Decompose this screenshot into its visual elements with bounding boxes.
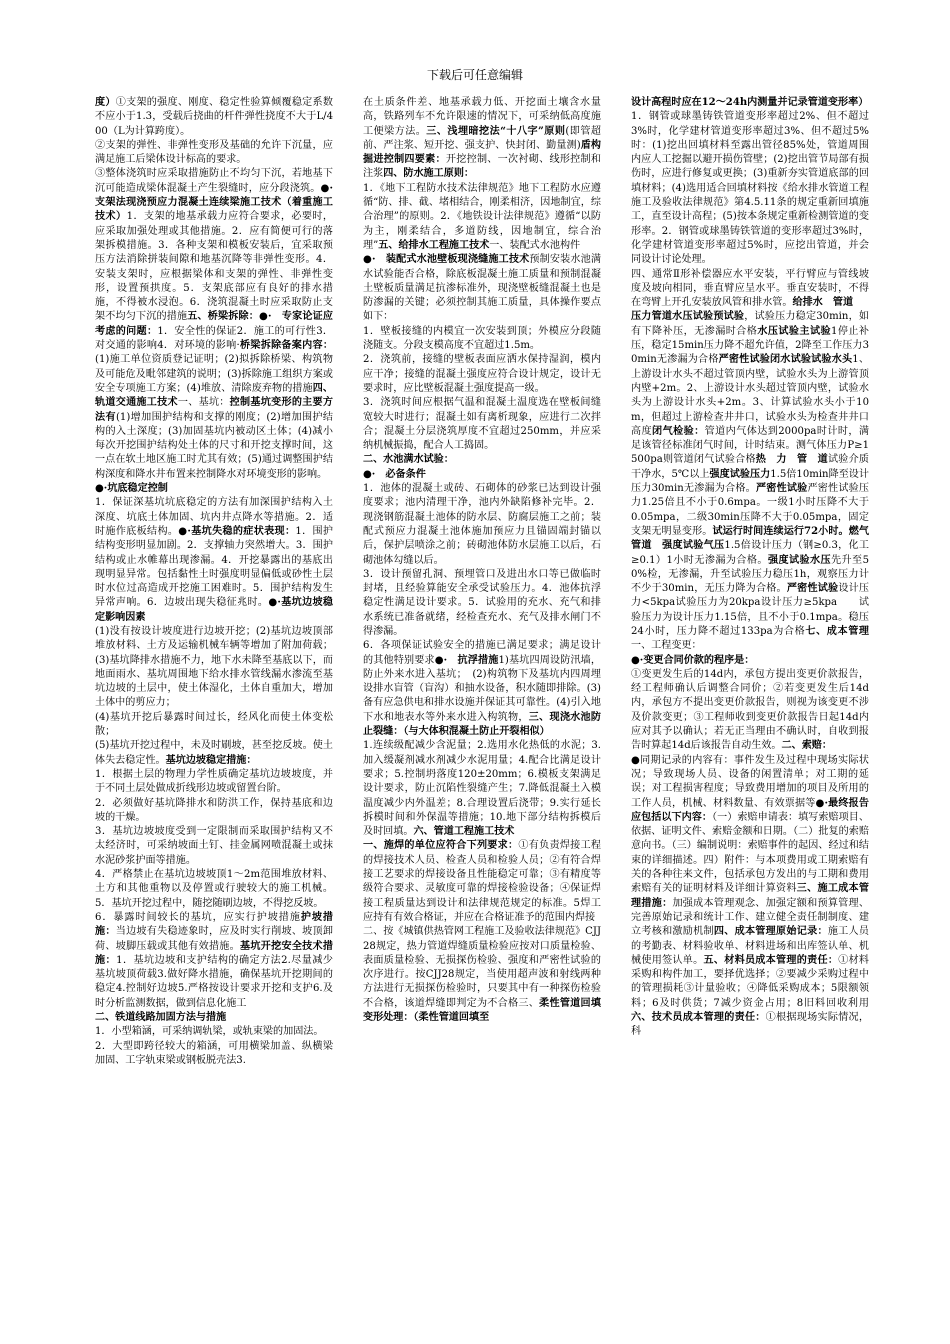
body-text: 1．基坑边坡和支护结构的确定方法2.尽量减少基坑坡顶荷载3.做好降水措施，确保基坑开挖期间的稳定4.控制好边坡5.严格按设计要求开挖和支护6.及时分析监测数据，做到信息化施工	[95, 954, 333, 1009]
body-text: ②支架的弹性、非弹性变形及基础的允许下沉量，应满足施工后梁体设计标高的要求。	[95, 139, 333, 166]
paragraph	[363, 96, 601, 182]
bold-heading-text: ●· 必备条件	[363, 468, 426, 480]
body-text: 在土质条件差、地基承载力低、开挖面土壤含水量高，铁路列车不允许限速的情况下，可采纳低高度施工便梁方法。	[363, 97, 601, 137]
body-text: (5)基坑开挖过程中，未及时刷坡，甚至挖反坡。使土体失去稳定性。	[95, 740, 333, 766]
bold-heading-text: 强度试验水压	[767, 554, 832, 566]
paragraph	[363, 839, 601, 925]
paragraph	[363, 468, 601, 482]
body-text: (1)施工单位资质登记证明；(2)拟拆除桥梁、构筑物及可能危及毗邻建筑的说明；(3)拆除施工组织方案或安全专项施工方案；(4)堆放、清除废弃物的措施	[95, 354, 333, 394]
body-text: 先升至50%检，无渗漏，升至试验压力稳压1h，观察压力计不少于30min，无压力降为合格。	[631, 554, 869, 595]
bold-heading-text: 三、施工成本管理措施：	[631, 883, 869, 909]
bold-heading-text: ●·变更合同价款的程序是：	[631, 654, 755, 666]
paragraph	[631, 110, 869, 267]
paragraph	[363, 253, 601, 324]
body-text: 3．浇筑时间应根据气温和混凝土温度选在壁板间缝宽较大时进行；混凝土如有离析现象，应进行二次拌合；混凝土分层浇筑厚度不宜超过250mm，并应采纳机械振捣，配合人工捣固。	[363, 397, 601, 452]
body-text: 3．设计预留孔洞、预埋管口及进出水口等已做临时封堵，且经验算能安全承受试验压力。4．池体抗浮稳定性满足设计要求。5．试验用的充水、充气和排水系统已准备就绪，经检查充水、充气及排水闸门不得渗漏。	[363, 568, 601, 637]
paragraph	[363, 182, 601, 253]
body-text: 加强成本管理观念、加强定额和预算管理、完善原始记录和统计工作、建立健全责任制制度、建立考核和激励机制	[631, 897, 869, 938]
body-text: 一、基坑：	[177, 397, 230, 409]
paragraph	[363, 639, 601, 739]
body-text: 1．安全性的保证2．施工的可行性3．对交通的影响4．对环境的影响·	[95, 325, 333, 352]
body-text: 1．钢管或球墨铸铁管道变形率超过2%、但不超过3%时，化学建材管道变形率超过3%、但不超过5%时：(1)挖出回填材料至露出管径85%处，管道周围内应人工挖掘以避开损伤管壁；(2)挖出管节局部有损伤时，应进行修复或更换；(3)重新夯实管道底部的回填材料；(4)选用适合回填材料按《给水排水管道工程施工及验收法律规范》第4.5.11条的规定重新回填施工，直至设计高程；(5)按本条规定重新检测管道的变形率。2．钢管或球墨铸铁管道的变形率超过3%时，化学建材管道变形率超过5%时，应挖出管道，并会同设计讨论处理。	[631, 111, 869, 266]
paragraph	[95, 868, 333, 911]
body-text: 二、按《城镇供热管网工程施工及验收法律规范》CJJ28规定，热力管道焊缝质量检验应按对口质量检验、表面质量检验、无损探伤检验、强度和严密性试验的次序进行。按CJJ28规定，当使用超声波和射线两种方法进行无损探伤检验时，只要其中有一种探伤检验不合格，该道焊缝即判定为不合格三、	[363, 926, 601, 1009]
paragraph	[95, 739, 333, 768]
bold-heading-text: ●· 抗浮措施	[434, 654, 499, 666]
body-text: 1．保证深基坑坑底稳定的方法有加深围护结构入土深度、坑底土体加固、坑内井点降水等措施。2．适时施作底板结构。	[95, 497, 333, 537]
body-text: 严密性试验压力1.25倍且不小于0.6mpa。一级1小时压降不大于0.05mpa，二级30min压降不大于0.05mpa，固定支架无明显变形。	[631, 483, 869, 537]
paragraph	[95, 496, 333, 625]
bold-heading-text: 热 力 管 道	[755, 454, 828, 466]
body-text: ●同期记录的内容有：事件发生及过程中现场实际状况；导致现场人员、设备的闲置清单；对工期的延误；对工程损害程度；导致费用增加的项目及所用的工作人员，机械、材料数量、有效票据等	[631, 754, 869, 809]
body-text: 1．围护结构变形明显加剧。2．支撑轴力突然增大。3．围护结构或止水帷幕出现渗漏。4．开挖暴露出的基底出现明显异常。包括黏性土时强度明显偏低或砂性土层时水位过高造成开挖施工困难时。5．围护结构发生异常声响。6．边坡出现失稳征兆时。	[95, 525, 333, 609]
body-text: (1)增加围护结构和支撑的刚度；(2)增加围护结构的入土深度；(3)加固基坑内被动区土体；(4)减小每次开挖围护结构处土体的尺寸和开挖支撑时间，这一点在软土地区施工时尤其有效；(5)通过调整围护结构深度和降水井布置来控制降水对环境变形的影响。	[95, 411, 333, 480]
body-text: 6．暴露时间较长的基坑，应实行护坡措施	[95, 911, 301, 923]
paragraph	[363, 568, 601, 639]
bold-heading-text: 一、施焊的单位应符合下列要求：	[363, 840, 519, 852]
bold-heading-text: 闭气检验：	[652, 425, 705, 437]
body-text: 1、上游设计水头不超过管顶内壁，试验水头为上游管顶内壁+2m。2、上游设计水头超过管顶内壁，试验水头为上游设计水头+2m。3、计算试验水头小于10m，但超过上游检查井井口，试验水头为检查井井口高度	[631, 354, 869, 437]
body-text: 管道内气体达到2000pa时计时，满足该管径标准闭气时间，计时结束。测气体压力P≥1500pa则管道闭气试验合格	[631, 425, 869, 466]
body-text: 当边坡有失稳迹象时，应及时实行削坡、坡顶卸荷、坡脚压载或其他有效措施。	[95, 926, 333, 952]
bold-heading-text: ●·支架法现浇预应力混凝土连续梁施工技术（着重施工技术）	[95, 182, 333, 223]
text-column-right	[631, 96, 869, 1336]
paragraph	[631, 310, 869, 653]
body-text: （一）索赔申请表：填写索赔项目、依据、证明文件、索赔金额和日期。（二）批复的索赔意向书。（三）编制说明：索赔事件的起因、经过和结束的详细描述。四）附件：与本项费用或工期索赔有关的各种往来文件，包括承包方发出的与工期和费用索赔有关的证明材料及详细计算资料	[631, 811, 869, 895]
bold-heading-text: ●·最终报告应包括以下内容：	[631, 797, 869, 823]
bold-heading-text: 压力管道水压试验预试验	[631, 311, 745, 323]
bold-heading-text: 试运行时间连续运行72小时。燃气管道 强度试验气压	[631, 525, 869, 552]
bold-heading-text: 五、桥梁拆除：●· 专家论证应考虑的问题：	[95, 311, 333, 337]
paragraph	[363, 353, 601, 396]
paragraph	[631, 96, 869, 110]
paragraph	[95, 768, 333, 797]
body-text: (即管超前、严注浆、短开挖、强支护、快封闭、勤量测)	[363, 125, 601, 151]
body-text: ③整体浇筑时应采取措施防止不均匀下沉，若地基下沉可能造成梁体混凝土产生裂缝时，应分段浇筑。	[95, 168, 333, 194]
bold-heading-text: 六、技术员成本管理的责任：	[631, 1012, 766, 1023]
body-text: 4．严格禁止在基坑边坡坡顶1～2m范围堆放材料、土方和其他重物以及停置或行驶较大的施工机械。5．基坑开挖过程中，随挖随刷边坡，不得挖反坡。	[95, 869, 333, 909]
paragraph	[95, 911, 333, 1011]
paragraph	[363, 396, 601, 453]
bold-heading-text: 二、水池满水试验：	[363, 454, 454, 466]
bold-heading-text: 三、浅埋暗挖法“十八字”原则	[426, 125, 566, 137]
body-text: 2．浇筑前，接缝的壁板表面应洒水保持湿润，模内应干净；接缝的混凝土强度应符合设计规定，设计无要求时，应比壁板混凝土强度提高一级。	[363, 354, 601, 394]
paragraph	[363, 453, 601, 467]
body-text: ①有负责焊接工程的焊接技术人员、检查人员和检验人员；②有符合焊接工艺要求的焊接设备且性能稳定可靠；③有精度等级符合要求、灵敏度可靠的焊接检验设备；④保证焊接工程质量达到设计和法律规范规定的标准。5焊工应持有有效合格证，并应在合格证准予的范围内焊接	[363, 840, 601, 923]
bold-heading-text: 设计高程时应在12～24h内测量并记录管道变形率）	[631, 97, 869, 108]
paragraph	[363, 925, 601, 1025]
bold-heading-text: 基坑边坡稳定措施：	[165, 754, 257, 766]
bold-heading-text: ●·坑底稳定控制	[95, 483, 168, 495]
body-text: ①根据现场实际情况，科	[631, 1012, 869, 1038]
body-text: 2．必须做好基坑降排水和防洪工作，保持基底和边坡的干燥。	[95, 797, 333, 823]
body-text: 开挖控制、一次衬砌、线形控制和注浆	[363, 154, 601, 180]
bold-heading-text: 严密性试验	[786, 583, 839, 595]
paragraph	[631, 754, 869, 1040]
paragraph	[95, 482, 333, 496]
body-text: 1.5倍设计压力（钢≥0.3，化工≥0.1）1小时无渗漏为合格。	[631, 540, 869, 566]
body-text: 一、工程变更：	[631, 640, 702, 652]
body-text: 1停止补压，稳定15min压力降不超允许值，2降至工作压力30min无渗漏为合格	[631, 325, 869, 366]
body-text: ①材料采购和构件加工，要择优选择；②要减少采购过程中的管理损耗③计量验收；④降低采购成本；5限额领料；6及时供货；7减少资金占用；8旧料回收利用	[631, 954, 869, 1009]
paragraph	[95, 825, 333, 868]
page-header: 下载后可任意编辑	[426, 68, 523, 82]
body-text: 四、通常Ⅱ形补偿器应水平安装，平行臂应与管线坡度及坡向相同，垂直臂应呈水平。垂直安装时，不得在弯臂上开孔安装放风管和排水管。	[631, 268, 869, 309]
body-text: 1．《地下工程防水技术法律规范》地下工程防水应遵循“防、排、截、堵相结合，刚柔相济，因地制宜，综合治理”的原则。2．《地铁设计法律规范》遵循“以防为主，刚柔结合，多道防线，因地制宜，综合治理”	[363, 182, 601, 251]
body-text: ①支架的强度、刚度、稳定性验算倾覆稳定系数不应小于1.3，受载后挠曲的杆件弹性挠度不大于L/400（L为计算跨度）。	[95, 97, 333, 137]
bold-heading-text: 度）	[95, 97, 116, 108]
bold-heading-text: 柔性管道回填变形处理：（柔性管道回填至	[363, 997, 601, 1023]
paragraph	[363, 325, 601, 354]
bold-heading-text: 五、给排水工程施工技术	[378, 239, 490, 251]
paragraph	[631, 668, 869, 754]
bold-heading-text: 强度试验压力	[709, 468, 771, 480]
body-text: 一、装配式水池构件	[489, 239, 581, 251]
paragraph	[95, 139, 333, 168]
body-text: 1.连续级配减少含泥量；2.选用水化热低的水泥；3.加入缓凝剂减水剂减少水泥用量；4.配合比满足设计要求；5.控制坍落度120±20mm；6.模板支架满足设计要求，防止沉陷性裂缝产生；7.降低混凝土入模温度减少内外温差；8.合理设置后浇带；9.实行延长拆模时间和外保温等措施；10.地下部分结构拆模后及时回填。	[363, 740, 601, 838]
bold-heading-text: 给排水 管道	[792, 297, 854, 309]
bold-heading-text: 四、轨道交通施工技术	[95, 382, 333, 409]
bold-heading-text: 二、铁道线路加固方法与措施	[95, 1012, 227, 1023]
bold-heading-text: 六、管道工程施工技术	[413, 826, 515, 838]
body-text: 1．支架的地基承载力应符合要求，必要时，应采取加强处理或其他措施。2．应有简便可行的落架拆模措施。3．各种支架和模板安装后，宜采取预压方法消除拼装间隙和地基沉降等非弹性变形。4．安装支架时，应根据梁体和支架的弹性、非弹性变形，设置预拱度。5．支架底部应有良好的排水措施，不得被水浸泡。6．浇筑混凝土时应采取防止支架不均匀下沉的措施	[95, 211, 333, 323]
body-text: 2．大型即跨径较大的箱涵，可用横梁加盖、纵横梁加固、工字轨束梁或钢板脱壳法3.	[95, 1040, 333, 1066]
body-text: 设计压力<5kpa试验压力为20kpa设计压力≥5kpa 试验压力为设计压力1.15倍，且不小于0.1mpa。稳压24小时，压力降不超过133pa为合格	[631, 583, 869, 637]
bold-heading-text: 严密性试验闭水试验试验水头	[718, 354, 853, 366]
bold-heading-text: 二、索赔：	[781, 740, 832, 752]
paragraph	[363, 482, 601, 568]
body-text: 1．小型箱涵，可采纳调轨梁，或轨束梁的加固法。	[95, 1026, 324, 1038]
bold-heading-text: ●·基坑失稳的症状表现：	[178, 525, 296, 537]
body-text: (4)基坑开挖后暴露时间过长，经风化而使土体变松散；	[95, 711, 333, 738]
body-text: 1.5倍10min降至设计压力30min无渗漏为合格。	[631, 468, 869, 495]
paragraph	[95, 625, 333, 711]
bold-heading-text: 盾构掘进控制四要素：	[363, 139, 601, 166]
body-text: 1．根据土层的物理力学性质确定基坑边坡坡度，并于不同土层处做成折线形边坡或留置台阶。	[95, 768, 333, 795]
bold-heading-text: 护坡措施：	[95, 911, 333, 938]
bold-heading-text: 五、材料员成本管理的责任：	[703, 954, 839, 966]
bold-heading-text: 四、成本管理原始记录：	[713, 926, 828, 938]
paragraph	[631, 654, 869, 668]
paragraph	[95, 1011, 333, 1025]
text-column-left	[95, 96, 333, 1336]
bold-heading-text: 三、现浇水池防止裂缝：（与大体积混凝土防止开裂相似）	[363, 711, 601, 738]
paragraph	[95, 96, 333, 139]
paragraph	[95, 1025, 333, 1039]
paragraph	[95, 711, 333, 740]
text-column-middle	[363, 96, 601, 1336]
bold-heading-text: 七、成本管理	[805, 625, 869, 637]
paragraph	[363, 739, 601, 839]
bold-heading-text: 水压试验主试验	[757, 325, 832, 337]
bold-heading-text: 四、防水施工原则：	[383, 168, 475, 180]
body-text: 1．池体的混凝土或砖、石砌体的砂浆已达到设计强度要求；池内清理干净，池内外缺陷修补完毕。2．现浇钢筋混凝土池体的防水层、防腐层施工之前；装配式预应力混凝土池体施加预应力且锚固端封锚以后，保护层喷涂之前；砖砌池体防水层施工以后，石砌池体勾缝以后。	[363, 483, 601, 566]
body-text: 试验介质干净水，5℃以上	[631, 454, 869, 480]
body-text: 3．基坑边坡坡度受到一定限制而采取围护结构又不太经济时，可采纳坡面土钉、挂金属网喷混凝土或抹水泥砂浆护面等措施。	[95, 826, 333, 866]
paragraph	[95, 167, 333, 482]
paragraph	[95, 797, 333, 826]
body-text: ①变更发生后的14d内，承包方提出变更价款报告，经工程师确认后调整合同价；②若变更发生后14d内，承包方不提出变更价款报告，则视为该变更不涉及价款变更；③工程师收到变更价款报告日起14d内应对其予以确认；若无正当理由不确认时，自收到报告时算起14d后该报告自动生效。	[631, 668, 869, 752]
bold-heading-text: 严密性试验	[755, 483, 808, 495]
paragraph	[95, 1040, 333, 1069]
bold-heading-text: ●·基坑边坡稳定影响因素	[95, 597, 333, 623]
bold-heading-text: 基坑开挖安全技术措施：	[95, 940, 333, 966]
body-text: 预制安装水池满水试验能否合格，除底板混凝土施工质量和预制混凝土壁板质量满足抗渗标准外，现浇壁板缝混凝土也是防渗漏的关键；必须控制其施工质量，具体操作要点如下：	[363, 254, 601, 323]
bold-heading-text: 控制基坑变形的主要方法有	[95, 397, 333, 423]
bold-heading-text: ●· 装配式水池壁板现浇缝施工技术	[363, 254, 530, 266]
body-text: 1)基坑四周设防汛墙，防止外来水进入基坑； (2)构筑物下及基坑内四周埋设排水盲管（盲沟）和抽水设备，积水随即排除。(3)备有应急供电和排水设施并保证其可靠性。(4)引入地下水和地表水等外来水进入构筑物，	[363, 654, 601, 723]
body-text: 6．各项保证试验安全的措施已满足要求；满足设计的其他特别要求	[363, 640, 601, 666]
body-text: (1)没有按设计坡度进行边坡开挖；(2)基坑边坡顶部堆放材料、土方及运输机械车辆等增加了附加荷载；(3)基坑降排水措施不力，地下水未降至基底以下，而地面雨水、基坑周围地下给水排水管线漏水渗流至基坑边坡的土层中，使土体湿化，土体自重加大，增加土体中的剪应力；	[95, 625, 333, 709]
body-text: 施工人员的考勤表、材料验收单、材料进场和出库签认单、机械使用签认单。	[631, 926, 869, 966]
paragraph	[631, 268, 869, 311]
body-text: ，试验压力稳定30min，如有下降补压，无渗漏时合格	[631, 311, 869, 337]
bold-heading-text: 桥梁拆除备案内容：	[239, 340, 333, 352]
body-text: 1．壁板接缝的内模宜一次安装到顶；外模应分段随浇随支。分段支模高度不宜超过1.5m。	[363, 325, 601, 352]
